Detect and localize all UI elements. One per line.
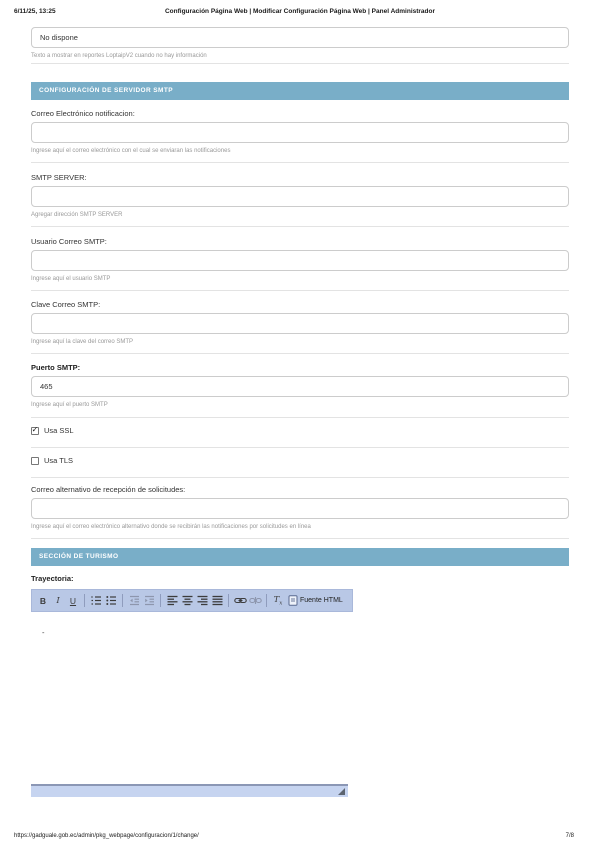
field-row-no-dispone: [31, 27, 569, 59]
field-label: Usuario Correo SMTP:: [31, 237, 107, 246]
source-icon: [288, 595, 298, 606]
field-help: Ingrese aquí el puerto SMTP: [31, 402, 108, 408]
row-divider: [31, 162, 569, 163]
field-row-puerto-smtp: [31, 363, 569, 408]
source-button-label: Fuente HTML: [300, 597, 343, 604]
field-row-usuario-smtp: [31, 237, 569, 282]
align-left-icon: [167, 595, 178, 606]
row-divider: [31, 538, 569, 539]
indent-icon: [144, 595, 155, 606]
checkbox-row-usa-ssl: [31, 426, 74, 435]
richtext-toolbar: [31, 589, 353, 612]
field-label: Clave Correo SMTP:: [31, 300, 101, 309]
checkbox-row-usa-tls: [31, 456, 73, 465]
field-help: Texto a mostrar en reportes LoptaipV2 cuando no hay información: [31, 53, 207, 59]
editor-bottom-bar: [31, 784, 348, 797]
numbered-list-button[interactable]: [89, 593, 103, 609]
toolbar-separator: [266, 594, 267, 607]
correo-alternativo-input[interactable]: [31, 498, 569, 519]
toolbar-separator: [160, 594, 161, 607]
field-label: Correo Electrónico notificacion:: [31, 109, 135, 118]
smtp-server-input[interactable]: [31, 186, 569, 207]
print-title: Configuración Página Web | Modificar Configuración Página Web | Panel Administrador: [164, 8, 436, 15]
align-center-icon: [182, 595, 193, 606]
bold-icon: B: [39, 595, 47, 606]
row-divider: [31, 417, 569, 418]
remove-format-button[interactable]: [271, 593, 285, 609]
outdent-button[interactable]: [127, 593, 141, 609]
underline-icon: U: [69, 595, 77, 606]
align-left-button[interactable]: [165, 593, 179, 609]
row-divider: [31, 447, 569, 448]
align-justify-icon: [212, 595, 223, 606]
row-divider: [31, 353, 569, 354]
field-label: Puerto SMTP:: [31, 363, 81, 372]
bulleted-list-icon: [106, 595, 117, 606]
field-label: Trayectoria:: [31, 574, 74, 583]
link-button[interactable]: [233, 593, 247, 609]
field-row-clave-smtp: [31, 300, 569, 345]
resize-grip-icon[interactable]: [338, 788, 345, 795]
field-row-smtp-server: [31, 173, 569, 218]
usa-ssl-checkbox[interactable]: [31, 427, 39, 435]
section-header-turismo: SECCIÓN DE TURISMO: [31, 548, 569, 566]
clave-smtp-input[interactable]: [31, 313, 569, 334]
field-label: Correo alternativo de recepción de solicitudes:: [31, 485, 186, 494]
link-icon: [234, 595, 247, 606]
outdent-icon: [129, 595, 140, 606]
editor-content: -: [42, 628, 45, 637]
field-help: Ingrese aquí el correo electrónico alternativo donde se recibirán las notificaciones por solicitudes en línea: [31, 524, 311, 530]
field-help: Ingrese aquí el usuario SMTP: [31, 276, 111, 282]
unlink-button[interactable]: [248, 593, 262, 609]
underline-button[interactable]: [66, 593, 80, 609]
align-right-icon: [197, 595, 208, 606]
field-row-correo-alternativo: [31, 485, 569, 530]
row-divider: [31, 477, 569, 478]
toolbar-separator: [228, 594, 229, 607]
richtext-editor-body[interactable]: [31, 612, 353, 784]
trayectoria-label-row: [31, 574, 569, 583]
field-help: Agregar dirección SMTP SERVER: [31, 212, 123, 218]
row-divider: [31, 226, 569, 227]
row-divider: [31, 290, 569, 291]
toolbar-separator: [122, 594, 123, 607]
indent-button[interactable]: [142, 593, 156, 609]
align-justify-button[interactable]: [210, 593, 224, 609]
numbered-list-icon: [91, 595, 102, 606]
bulleted-list-button[interactable]: [104, 593, 118, 609]
field-help: Ingrese aquí el correo electrónico con el cual se enviaran las notificaciones: [31, 148, 231, 154]
row-divider: [31, 63, 569, 64]
checkbox-label: Usa SSL: [44, 426, 74, 435]
print-footer-page: 7/8: [565, 833, 574, 839]
print-footer-url: https://gadguale.gob.ec/admin/pkg_webpage/configuracion/1/change/: [14, 833, 199, 839]
remove-format-icon: $T_x$: [273, 594, 283, 607]
align-right-button[interactable]: [195, 593, 209, 609]
checkbox-label: Usa TLS: [44, 456, 74, 465]
italic-button[interactable]: [51, 593, 65, 609]
unlink-icon: [249, 595, 262, 606]
puerto-smtp-input[interactable]: [31, 376, 569, 397]
align-center-button[interactable]: [180, 593, 194, 609]
field-row-correo-notificacion: [31, 109, 569, 154]
no-dispone-input[interactable]: [31, 27, 569, 48]
source-button[interactable]: [286, 593, 345, 609]
italic-icon: I: [56, 595, 60, 606]
usa-tls-checkbox[interactable]: [31, 457, 39, 465]
toolbar-separator: [84, 594, 85, 607]
field-label: SMTP SERVER:: [31, 173, 87, 182]
field-help: Ingrese aquí la clave del correo SMTP: [31, 339, 134, 345]
correo-notificacion-input[interactable]: [31, 122, 569, 143]
section-header-smtp: CONFIGURACIÓN DE SERVIDOR SMTP: [31, 82, 569, 100]
print-datetime: 6/11/25, 13:25: [14, 8, 56, 15]
bold-button[interactable]: [36, 593, 50, 609]
usuario-smtp-input[interactable]: [31, 250, 569, 271]
